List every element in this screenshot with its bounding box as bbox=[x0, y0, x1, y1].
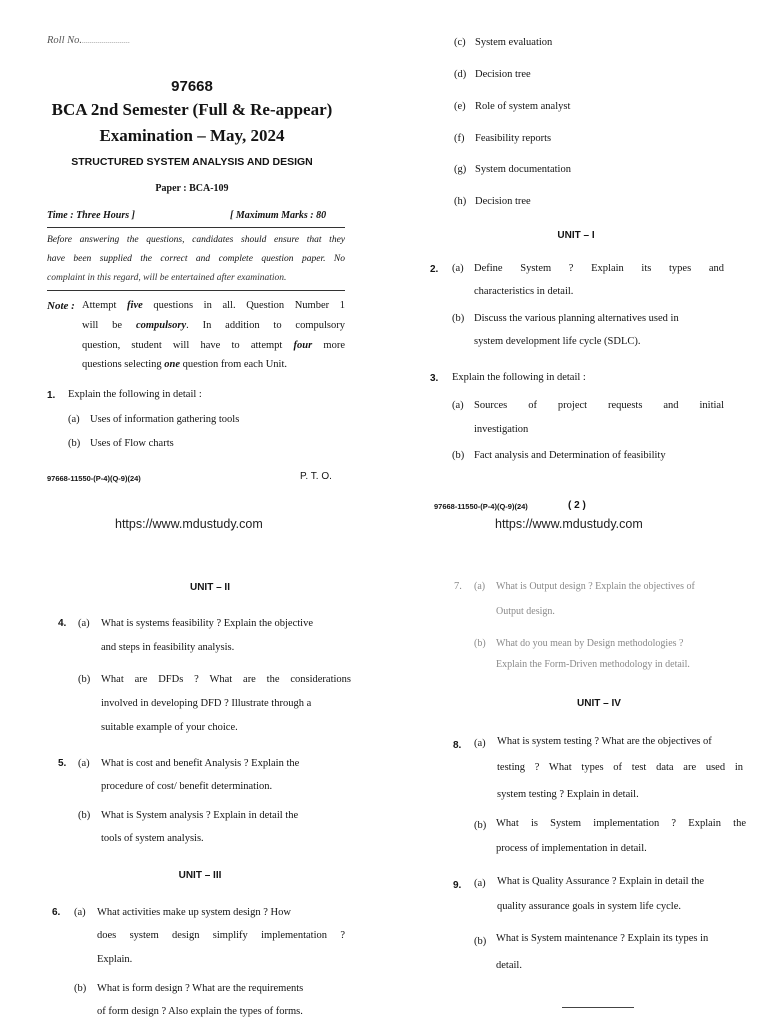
end-rule bbox=[562, 1007, 634, 1008]
q4b-label: (b) bbox=[78, 674, 91, 685]
q9b-label: (b) bbox=[474, 936, 487, 947]
note-text: . In addition to compulsory bbox=[186, 320, 346, 331]
note-line-2 bbox=[82, 320, 345, 331]
q1e-label: (e) bbox=[454, 101, 466, 112]
q7b-line-2: Explain the Form-Driven methodology in detail. bbox=[496, 659, 690, 670]
page-4-top bbox=[384, 512, 768, 1024]
note-text: question, student will have to attempt bbox=[82, 340, 294, 351]
notice-line-2: have been supplied the correct and complete question paper. No bbox=[47, 254, 345, 264]
q2b-line-2: system development life cycle (SDLC). bbox=[474, 336, 641, 347]
question-2-number: 2. bbox=[430, 264, 439, 275]
q5a-line-2: procedure of cost/ benefit determination. bbox=[101, 781, 273, 792]
notice-line-1: Before answering the questions, candidates should ensure that they bbox=[47, 235, 345, 245]
q6a-line-3: Explain. bbox=[97, 954, 133, 965]
q2a-line-1: Define System ? Explain its types and bbox=[474, 263, 724, 274]
q7b-label: (b) bbox=[474, 638, 486, 649]
q5b-line-2: tools of system analysis. bbox=[101, 833, 204, 844]
q5a-label: (a) bbox=[78, 758, 90, 769]
q1h-label: (h) bbox=[454, 196, 467, 207]
question-4-number: 4. bbox=[58, 618, 67, 629]
q9a-line-2: quality assurance goals in system life cycle. bbox=[497, 901, 681, 912]
q9a-line-1: What is Quality Assurance ? Explain in detail the bbox=[497, 876, 705, 887]
question-1-text: Explain the following in detail : bbox=[68, 389, 202, 400]
unit-2-heading: UNIT – II bbox=[189, 582, 230, 593]
paper-number: Paper : BCA-109 bbox=[155, 183, 229, 194]
q1b-text: Uses of Flow charts bbox=[90, 438, 174, 449]
roll-no-dots: ........................ bbox=[82, 36, 131, 45]
note-text: question from each Unit. bbox=[180, 359, 288, 370]
course-title: BCA 2nd Semester (Full & Re-appear) bbox=[51, 100, 333, 119]
note-line-3 bbox=[82, 340, 345, 351]
q8a-label: (a) bbox=[474, 738, 486, 749]
question-3-text: Explain the following in detail : bbox=[452, 372, 586, 383]
q1f-text: Feasibility reports bbox=[475, 133, 552, 144]
roll-no-field bbox=[47, 35, 130, 46]
pto: P. T. O. bbox=[300, 471, 332, 482]
q2a-label: (a) bbox=[452, 263, 464, 274]
q8b-label: (b) bbox=[474, 820, 487, 831]
note-line-4 bbox=[82, 359, 287, 370]
divider-bottom bbox=[47, 290, 345, 291]
note-emphasis: compulsory bbox=[135, 320, 187, 331]
divider-top bbox=[47, 227, 345, 228]
note-text: Attempt bbox=[82, 300, 128, 311]
footer-code: 97668-11550-(P-4)(Q-9)(24) bbox=[434, 502, 528, 511]
q7b-line-1: What do you mean by Design methodologies ? bbox=[496, 638, 684, 649]
q3a-label: (a) bbox=[452, 400, 464, 411]
q6b-line-2: of form design ? Also explain the types of forms. bbox=[97, 1006, 303, 1017]
q4a-label: (a) bbox=[78, 618, 90, 629]
unit-1-heading: UNIT – I bbox=[557, 230, 595, 241]
question-7-number: 7. bbox=[454, 581, 462, 592]
note-emphasis: four bbox=[293, 340, 313, 351]
q1a-text: Uses of information gathering tools bbox=[90, 414, 240, 425]
q1c-label: (c) bbox=[454, 37, 466, 48]
footer-code: 97668-11550-(P-4)(Q-9)(24) bbox=[47, 474, 141, 483]
max-marks: [ Maximum Marks : 80 bbox=[230, 210, 327, 221]
note-text: more bbox=[312, 340, 345, 351]
q6b-label: (b) bbox=[74, 983, 87, 994]
q4a-line-2: and steps in feasibility analysis. bbox=[101, 642, 235, 653]
q7a-line-1: What is Output design ? Explain the objectives of bbox=[496, 581, 695, 592]
website-link-left[interactable]: https://www.mdustudy.com bbox=[115, 517, 263, 531]
q9a-label: (a) bbox=[474, 878, 486, 889]
q8a-line-3: system testing ? Explain in detail. bbox=[497, 789, 639, 800]
q6b-line-1: What is form design ? What are the requirements bbox=[97, 983, 304, 994]
page-number: ( 2 ) bbox=[568, 500, 586, 511]
q2a-line-2: characteristics in detail. bbox=[474, 286, 574, 297]
question-8-number: 8. bbox=[453, 740, 462, 751]
q1d-label: (d) bbox=[454, 69, 467, 80]
q1c-text: System evaluation bbox=[475, 37, 553, 48]
question-3-number: 3. bbox=[430, 373, 439, 384]
question-1-number: 1. bbox=[47, 390, 56, 401]
exam-time: Time : Three Hours ] bbox=[47, 210, 135, 221]
q1b-label: (b) bbox=[68, 438, 81, 449]
q2b-label: (b) bbox=[452, 313, 465, 324]
q3b-label: (b) bbox=[452, 450, 465, 461]
notice-line-3: complaint in this regard, will be entertained after examination. bbox=[47, 273, 287, 283]
q1g-label: (g) bbox=[454, 164, 467, 175]
subject-title: STRUCTURED SYSTEM ANALYSIS AND DESIGN bbox=[71, 156, 313, 168]
note-text: will be bbox=[82, 320, 136, 331]
page-1-top bbox=[0, 0, 384, 512]
question-5-number: 5. bbox=[58, 758, 67, 769]
note-emphasis: five bbox=[127, 300, 143, 311]
website-link-right[interactable]: https://www.mdustudy.com bbox=[495, 517, 643, 531]
q1f-label: (f) bbox=[454, 133, 465, 144]
q6a-line-1: What activities make up system design ? How bbox=[97, 907, 291, 918]
q7a-line-2: Output design. bbox=[496, 606, 555, 617]
q9b-line-1: What is System maintenance ? Explain its types in bbox=[496, 933, 709, 944]
unit-4-heading: UNIT – IV bbox=[577, 698, 621, 709]
q1g-text: System documentation bbox=[475, 164, 571, 175]
page-3-top bbox=[0, 512, 384, 1024]
q4b-line-2: involved in developing DFD ? Illustrate through a bbox=[101, 698, 312, 709]
q3a-line-1: Sources of project requests and initial bbox=[474, 400, 724, 411]
q3a-line-2: investigation bbox=[474, 424, 529, 435]
q8b-line-2: process of implementation in detail. bbox=[496, 843, 647, 854]
question-9-number: 9. bbox=[453, 880, 462, 891]
note-text: questions in all. Question Number 1 bbox=[142, 300, 345, 311]
note-text: questions selecting bbox=[82, 359, 165, 370]
exam-title: Examination – May, 2024 bbox=[99, 126, 285, 145]
q8a-line-2: testing ? What types of test data are used in bbox=[497, 762, 743, 773]
q9b-line-2: detail. bbox=[496, 960, 522, 971]
q5b-line-1: What is System analysis ? Explain in detail the bbox=[101, 810, 299, 821]
q1d-text: Decision tree bbox=[475, 69, 531, 80]
q4a-line-1: What is systems feasibility ? Explain the objective bbox=[101, 618, 313, 629]
q7a-label: (a) bbox=[474, 581, 486, 592]
q3b-text: Fact analysis and Determination of feasibility bbox=[474, 450, 666, 461]
q8b-line-1: What is System implementation ? Explain the bbox=[496, 818, 746, 829]
paper-code: 97668 bbox=[171, 78, 213, 95]
q1e-text: Role of system analyst bbox=[475, 101, 571, 112]
unit-3-heading: UNIT – III bbox=[178, 870, 222, 881]
q1h-text: Decision tree bbox=[475, 196, 531, 207]
q6a-line-2: does system design simplify implementation ? bbox=[97, 930, 345, 941]
note-emphasis: one bbox=[164, 359, 180, 370]
question-6-number: 6. bbox=[52, 907, 61, 918]
q4b-line-3: suitable example of your choice. bbox=[101, 722, 238, 733]
q4b-line-1: What are DFDs ? What are the considerations bbox=[101, 674, 351, 685]
q8a-line-1: What is system testing ? What are the objectives of bbox=[497, 736, 712, 747]
q1a-label: (a) bbox=[68, 414, 80, 425]
note-line-1 bbox=[82, 300, 345, 311]
q5b-label: (b) bbox=[78, 810, 91, 821]
q6a-label: (a) bbox=[74, 907, 86, 918]
note-label: Note : bbox=[47, 300, 75, 312]
roll-no-label: Roll No. bbox=[47, 35, 83, 46]
page-2-top bbox=[384, 0, 768, 512]
q5a-line-1: What is cost and benefit Analysis ? Explain the bbox=[101, 758, 300, 769]
q2b-line-1: Discuss the various planning alternatives used in bbox=[474, 313, 679, 324]
